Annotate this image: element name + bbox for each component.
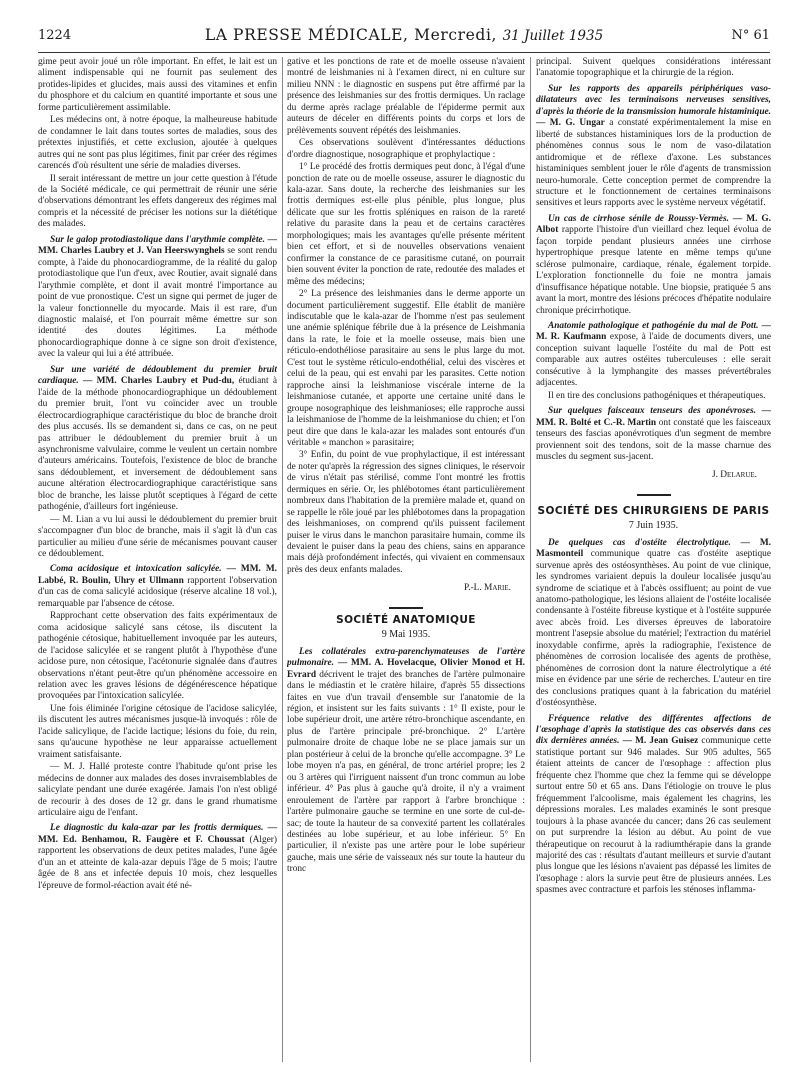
article-authors: — MM. R. Bolté et C.-R. Martin [536, 406, 771, 428]
paragraph: Rapprochant cette observation des faits expérimentaux de coma acidosique salicylé sans cétose, ils discutent la pathogénie cétosique, habituellement invoquée par les auteurs, de l'acidose salicylée et se rangent plutôt à l'hypothèse d'une acidose pure, non cétosique, l'acétonurie signalée dans d'autres observations n'étant peut-être qu'un phénomène accessoire en relation avec les graves lésions de dégénérescence hépatique provoquées par l'intoxication salicylée. [38, 611, 277, 702]
section-divider [637, 494, 671, 496]
article-title: Sur une variété de dédoublement du premier bruit cardiaque. [38, 364, 277, 387]
article-kala-azar [38, 823, 277, 892]
article-authors: — M. Jean Guisez [622, 736, 699, 747]
article-body: rapportent l'observation d'un cas de coma salicylé acidosique (réserve alcaline 18 vol.), remarquable par l'absence de cétose. [38, 575, 277, 609]
signature: P.-L. Marie. [464, 583, 511, 594]
article-oesophage [536, 714, 771, 897]
article-coma [38, 564, 277, 610]
article-title: Les collatérales extra-parenchymateuses de l'artère pulmonaire. [287, 646, 525, 669]
session-date: 7 Juin 1935. [628, 520, 679, 532]
article-title: Un cas de cirrhose sénile de Roussy-Vermès. [548, 213, 729, 224]
article-authors: — M. G. Albot [536, 213, 771, 236]
article-cirrhose [536, 214, 771, 317]
paragraph: 1° Le procédé des frottis dermiques peut donc, à l'égal d'une ponction de rate ou de moelle osseuse, assurer le diagnostic du kala-azar. Sans doute, la recherche des leishmanies sur les frottis dermiques est-elle plus pénible, plus longue, plus délicate que sur les frottis spléniques en raison de la rareté relative du parasite dans la peau et de certains caractères morphologiques; mais les avantages qu'elle présente méritent bien cet effort, et si de nouvelles observations venaient confirmer la constance de ce parasitisme cutané, on pourrait bien souvent éviter la ponction de rate, redoutée des malades et même des médecins; [287, 162, 525, 287]
article-osteite [536, 538, 771, 710]
page-number: 1224 [38, 28, 72, 43]
column-1 [38, 57, 277, 1062]
paragraph: Ces observations soulèvent d'intéressantes déductions d'ordre diagnostique, nosographique et prophylactique : [287, 138, 525, 160]
article-body: expose, à l'aide de documents divers, une conception suivant laquelle l'ostéite du mal de Pott est comparable aux autres ostéites tuberculeuses : elle serait consécutive à la lymphangite des masses prévertébrales adjacentes. [536, 332, 771, 389]
signature: J. Delarue. [712, 470, 757, 481]
article-title: Le diagnostic du kala-azar par les frottis dermiques. [50, 823, 264, 834]
article-vaso-dilatateurs [536, 84, 771, 210]
article-authors: — MM. M. Labbé, R. Boulin, Uhry et Ullmann [38, 564, 277, 586]
section-divider [389, 607, 423, 609]
article-title: De quelques cas d'ostéite électrolytique. [548, 537, 731, 548]
article-body: rapporte l'histoire d'un vieillard chez lequel évolua de façon torpide pendant plusieurs années une cirrhose hypertrophique presque latente en même temps qu'une sclérose pulmonaire, cardiaque, rénale, également torpide. L'exploration fonctionnelle du foie ne montra jamais d'insuffisance hépatique notable. Une biopsie, pratiquée 5 ans avant la mort, montre des lésions précoces d'hépatite nodulaire chronique précirrhotique. [536, 225, 771, 316]
discussion-reply: — M. J. Hallé proteste contre l'habitude qu'ont prise les médecins de donner aux malades des doses invraisemblables de salicylate pendant une durée exagérée. Jamais l'on n'est obligé de recourir à des doses de 12 gr. dans le grand rhumatisme articulaire aigu de l'enfant. [38, 762, 277, 818]
paragraph: gative et les ponctions de rate et de moelle osseuse n'avaient montré de leishmanies ni à l'examen direct, ni en culture sur milieu NNN : le diagnostic en suspens put être affirmé par la présence des leishmanies sur des frottis dermiques. Un raclage du derme après raclage préalable de l'épiderme permit aux auteurs de déceler en différents points du corps et lors de prélèvements souvent répétés des leishmanies. [287, 57, 525, 136]
column-2 [287, 57, 525, 1062]
discussion-reply: — M. Lian a vu lui aussi le dédoublement du premier bruit s'accompagner d'un bloc de branche, mais il s'agit là d'un cas particulier au milieu d'une série de mécanismes pouvant causer ce dédoublement. [38, 514, 277, 560]
article-title: Fréquence relative des différentes affections de l'œsophage d'après la statistique des cas observés dans ces dix dernières années. [536, 713, 771, 747]
journal-title [38, 26, 770, 44]
article-authors: — M. G. Ungar [536, 118, 605, 129]
article-title: Sur quelques faisceaux tenseurs des aponévroses. [548, 406, 756, 417]
article-aponevroses [536, 406, 771, 463]
issue-number: N° 61 [731, 28, 770, 43]
article-body: a constaté expérimentalement la mise en liberté de substances histaminiques lors de la production de phénomènes connus sous le nom de vaso-dilatation antidromique et de réflexe d'axone. Les substances histaminiques semblent jouer le rôle d'agents de transmission neuro-humorale. Cette conception permet de comprendre la structure et le fonctionnement de certaines terminaisons sensitives et leurs rapports avec le système nerveux végétatif. [536, 118, 771, 209]
article-authors: — M. Masmonteil [536, 537, 771, 560]
article-authors: — M. R. Kaufmann [536, 320, 771, 343]
society-heading: SOCIÉTÉ ANATOMIQUE [336, 613, 476, 626]
article-dedoublement [38, 365, 277, 514]
article-body: étudiant à l'aide de la méthode phonocardiographique un dédoublement du premier bruit, l'ont vu coïncider avec un trouble électrocardiographique caractéristique du bloc de branche droit des plus accusés. Ils se demandent si, dans ce cas, on ne peut pas attribuer le dédoublement du premier bruit à un asynchronisme valvulaire, comme le veulent un certain nombre d'auteurs américains. Toutefois, l'existence de bloc de branche sans dédoublement, et inversement de dédoublement sans aucune altération électrocardiographique caractéristique sans bloc de branche, les laisse plutôt sceptiques à l'égard de cette pathogénie, d'ailleurs fort ingénieuse. [38, 376, 277, 513]
paragraph: Une fois éliminée l'origine cétosique de l'acidose salicylée, ils discutent les autres mécanismes jusque-là invoqués : rôle de l'acide salicylique, de l'acide lactique; lésions du foie, du rein, sans qu'aucune hypothèse ne leur apparaisse actuellement vraiment satisfaisante. [38, 703, 277, 760]
column-divider-2 [530, 57, 531, 1062]
article-title: Coma acidosique et intoxication salicylée. [50, 564, 222, 575]
paragraph: 3° Enfin, du point de vue prophylactique, il est intéressant de noter qu'après la régression des signes cliniques, le réservoir de virus n'était pas stérilisé, comme l'ont montré les frottis dermiques en série. Or, les phlébotomes étant particulièrement nombreux dans l'habitation de la première malade et, quand on se rappelle le rôle joué par les phlébotomes dans la propagation des leishmanioses, on comprend qu'ils puissent facilement puiser le virus dans le manchon parasitaire humain, comme ils devaient le puiser dans la peau des chiens, sains en apparance mais déjà profondément infectés, qui vivaient en commensaux près des deux enfants malades. [287, 450, 525, 575]
paragraph: Les médecins ont, à notre époque, la malheureuse habitude de condamner le lait dans toutes sortes de maladies, sous des prétextes injustifiés, et cette exclusion, ajoutée à quelques autres qui ne sont pas plus légitimes, finit par créer des régimes carencés d'où résultent une série de maladies diverses. [38, 115, 277, 172]
article-collaterales [287, 647, 525, 876]
article-authors: — MM. Charles Laubry et J. Van Heerswynghels [38, 234, 277, 257]
column-divider-1 [282, 57, 283, 1062]
article-authors: — MM. Charles Laubry et Pud-du, [83, 376, 235, 387]
paragraph: principal. Suivent quelques considérations intéressant l'anatomie topographique et la chirurgie de la région. [536, 57, 771, 79]
article-mal-de-pott [536, 321, 771, 390]
journal-name: LA PRESSE MÉDICALE, Mercredi, [204, 26, 498, 44]
article-body: se sont rendu compte, à l'aide du phonocardiogramme, de la réalité du galop protodiastolique que l'un d'eux, avec Routier, avait signalé dans l'arythmie complète, et dont il avait montré l'importance au point de vue pronostique. C'est un signe qui permet de juger de la valeur fonctionnelle du myocarde. Mais il est rare, d'un diagnostic malaisé, et l'on pourrait même émettre sur son identité des doutes légitimes. La méthode phonocardiographique donne à ce signe son droit d'existence, avec la valeur qui lui a été attribuée. [38, 246, 277, 360]
paragraph: 2° La présence des leishmanies dans le derme apporte un document particulièrement suggestif. Elle établit de manière indiscutable que le kala-azar de l'homme n'est pas seulement une anémie splénique fébrile due à la présence de Leishmania dans la rate, le foie et la moelle osseuse, mais bien une réticulo-endothéliose parasitaire au sens le plus large du mot. C'est tout le système réticulo-endothélial, celui des viscères et celui de la peau, qui est envahi par les parasites. Cette notion rapproche ainsi la leishmaniose viscérale interne de la leishmaniose cutanée, et apporte une certaine unité dans le groupe nosographique des leishmanioses; elle rapproche aussi la leishmaniose de l'homme de la leishmaniose du chien; et l'on peut dire que dans le kala-azar les malades sont entourés d'un véritable « manchon » parasitaire; [287, 289, 525, 448]
article-body: communique cette statistique portant sur 946 malades. Sur 905 adultes, 565 étaient atteints de cancer de l'œsophage : affection plus fréquente chez l'homme que chez la femme qui se développe surtout entre 50 et 65 ans. Dans l'étiologie on trouve le plus fréquemment l'alcoolisme, mais également les chagrins, les dépressions morales. Les malades examinés le sont presque toujours à la phase avancée du cancer; dans 26 cas seulement on put surprendre la lésion au début. Au point de vue thérapeutique on recourut à la radiumthérapie dans la grande majorité des cas : résultats d'autant meilleurs et survie d'autant plus longue que les lésions n'avaient pas dépassé les limites de l'œsophage : alors la survie peut être de plusieurs années. Les spasmes avec contracture et parfois les sténoses inflamma- [536, 736, 771, 896]
paragraph: Il serait intéressant de mettre un jour cette question à l'étude de la Société médicale, ce qui permettrait de réunir une série d'observations démontrant les effets dangereux des régimes mal compris et la nécessité de préciser les notions sur la diététique des malades. [38, 173, 277, 230]
article-authors: — MM. Ed. Benhamou, R. Faugère et F. Choussat [38, 823, 277, 845]
article-title: Sur les rapports des appareils périphériques vaso-dilatateurs avec les terminaisons nerveuses sensitives, d'après la théorie de la transmission humorale histaminique. [536, 83, 771, 117]
header-rule [38, 52, 770, 53]
issue-date: 31 Juillet 1935 [502, 28, 604, 44]
page-header [38, 26, 770, 48]
article-authors: — MM. A. Hovelacque, Olivier Monod et H. Evrard [287, 658, 525, 680]
paragraph: gime peut avoir joué un rôle important. En effet, le lait est un aliment indispensable qui ne fournit pas seulement des protides-lipides et glucides, mais aussi des vitamines et enfin du phosphore et du calcium en quantité importante et sous une forme particulièrement assimilable. [38, 57, 277, 113]
society-heading: SOCIÉTÉ DES CHIRURGIENS DE PARIS [537, 504, 770, 517]
article-title: Sur le galop protodiastolique dans l'arythmie complète. [50, 234, 265, 245]
column-3 [536, 57, 771, 1062]
paragraph: Il en tire des conclusions pathogéniques et thérapeutiques. [548, 390, 766, 401]
article-body: décrivent le trajet des branches de l'artère pulmonaire dans le médiastin et le cratère hilaire, d'après 55 dissections faites en vue d'un travail d'ensemble sur l'anatomie de la région, et insistent sur les faits suivants : 1° Il existe, pour le lobe supérieur droit, une artère rétro-bronchique ascendante, en plus de l'artère principale pré-bronchique. 2° L'artère pulmonaire droite de chaque lobe ne se place jamais sur un plan postérieur à celui de la bronche qu'elle accompagne. 3° Le lobe moyen n'a pas, en général, de tronc artériel propre; les 2 ou 3 artères qui l'irriguent naissent d'un tronc commun au lobe inférieur. 4° Pas plus à gauche qu'à droite, il n'y a vraiment enroulement de l'artère par rapport à l'arbre bronchique : l'artère pulmonaire gauche se termine en une sorte de cul-de-sac; de toute la hauteur de sa convexité partent les collatérales destinées au lobe supérieur, et au lobe inférieur. 5° En particulier, il n'existe pas une artère pour le lobe supérieur gauche, mais une série de vaisseaux nés sur toute la hauteur du tronc [287, 669, 525, 875]
article-title: Anatomie pathologique et pathogénie du mal de Pott. [548, 320, 759, 331]
article-body: (Alger) rapportent les observations de deux petites malades, l'une âgée d'un an et atteinte de kala-azar depuis l'âge de 5 mois; l'autre âgée de 8 ans et infectée depuis 10 mois, chez lesquelles l'épreuve de formol-réaction avait été né- [38, 834, 277, 891]
article-body: ont constaté que les faisceaux tenseurs des fascias aponévrotiques d'un segment de membre proviennent soit des tendons, soit de la masse charnue des muscles du segment sus-jacent. [536, 417, 771, 462]
article-galop [38, 235, 277, 361]
article-body: communique quatre cas d'ostéite aseptique survenue après des ostéosynthèses. Au point de vue clinique, les syndromes variaient depuis la douleur localisée jusqu'au syndrome de sciatique et à l'abcès ossifluent; au point de vue anatomo-pathologique, les lésions allaient de l'ostéite localisée condensante à l'ostéite fibreuse kystique et à l'ostéite suppurée avec abcès froid. Les diverses épreuves de laboratoire montrent l'asepsie absolue du matériel; l'extraction du matériel inoxydable confirme, après la radiographie, l'existence de phénomènes de corrosion localisée des agents de prothèse, phénomènes de corrosion dont la nature électrolytique a été mise en évidence par une série de recherches. L'auteur en tire des conclusions pratiques quant à la fabrication du matériel d'ostéosynthèse. [536, 549, 771, 709]
session-date: 9 Mai 1935. [381, 629, 431, 641]
